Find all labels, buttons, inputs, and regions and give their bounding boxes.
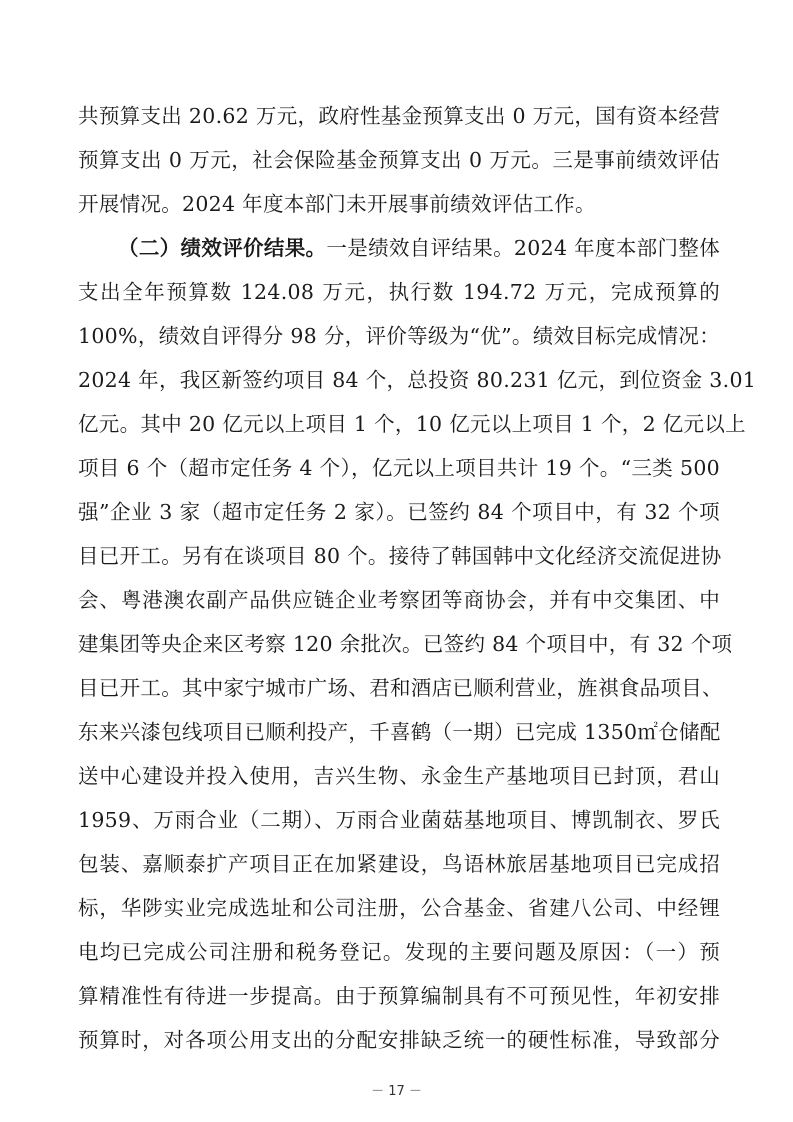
paragraph-line: 预算支出 0 万元，社会保险基金预算支出 0 万元。三是事前绩效评估 bbox=[78, 148, 720, 172]
paragraph-line: 建集团等央企来区考察 120 余批次。已签约 84 个项目中，有 32 个项 bbox=[78, 632, 733, 656]
paragraph-line: 项目 6 个（超市定任务 4 个），亿元以上项目共计 19 个。“三类 500 bbox=[78, 456, 720, 480]
paragraph-line: 会、粤港澳农副产品供应链企业考察团等商协会，并有中交集团、中 bbox=[78, 588, 720, 612]
paragraph-line: 强”企业 3 家（超市定任务 2 家）。已签约 84 个项目中，有 32 个项 bbox=[78, 500, 720, 524]
section-heading-line bbox=[118, 228, 720, 268]
section-heading: （二）绩效评价结果。 bbox=[118, 236, 327, 260]
paragraph-line: 电均已完成公司注册和税务登记。发现的主要问题及原因：（一）预 bbox=[78, 940, 720, 964]
paragraph-line: 标，华陟实业完成选址和公司注册，公合基金、省建八公司、中经锂 bbox=[78, 896, 720, 920]
paragraph-line: 1959、万雨合业（二期）、万雨合业菌菇基地项目、博凯制衣、罗氏 bbox=[78, 808, 720, 832]
paragraph-line: 包装、嘉顺泰扩产项目正在加紧建设，鸟语林旅居基地项目已完成招 bbox=[78, 852, 720, 876]
paragraph-line: 东来兴漆包线项目已顺利投产，千喜鹤（一期）已完成 1350㎡仓储配 bbox=[78, 720, 721, 744]
paragraph-line: 亿元。其中 20 亿元以上项目 1 个，10 亿元以上项目 1 个，2 亿元以上 bbox=[78, 412, 746, 436]
paragraph-line: 支出全年预算数 124.08 万元，执行数 194.72 万元，完成预算的 bbox=[78, 280, 720, 304]
paragraph-line: 目已开工。另有在谈项目 80 个。接待了韩国韩中文化经济交流促进协 bbox=[78, 544, 722, 568]
page-number: － 17 － bbox=[371, 1084, 422, 1099]
paragraph-line: 预算时，对各项公用支出的分配安排缺乏统一的硬性标准，导致部分 bbox=[78, 1028, 720, 1052]
paragraph-line: 送中心建设并投入使用，吉兴生物、永金生产基地项目已封顶，君山 bbox=[78, 764, 720, 788]
section-heading-rest: 一是绩效自评结果。2024 年度本部门整体 bbox=[326, 236, 720, 260]
paragraph-line: 算精准性有待进一步提高。由于预算编制具有不可预见性，年初安排 bbox=[78, 984, 720, 1008]
paragraph-line: 100%，绩效自评得分 98 分，评价等级为“优”。绩效目标完成情况： bbox=[78, 324, 720, 348]
paragraph-line: 开展情况。2024 年度本部门未开展事前绩效评估工作。 bbox=[78, 192, 596, 216]
paragraph-line: 2024 年，我区新签约项目 84 个，总投资 80.231 亿元，到位资金 3.01 bbox=[78, 368, 757, 392]
paragraph-line: 共预算支出 20.62 万元，政府性基金预算支出 0 万元，国有资本经营 bbox=[78, 104, 720, 128]
paragraph-line: 目已开工。其中家宁城市广场、君和酒店已顺利营业，旌祺食品项目、 bbox=[78, 676, 723, 700]
